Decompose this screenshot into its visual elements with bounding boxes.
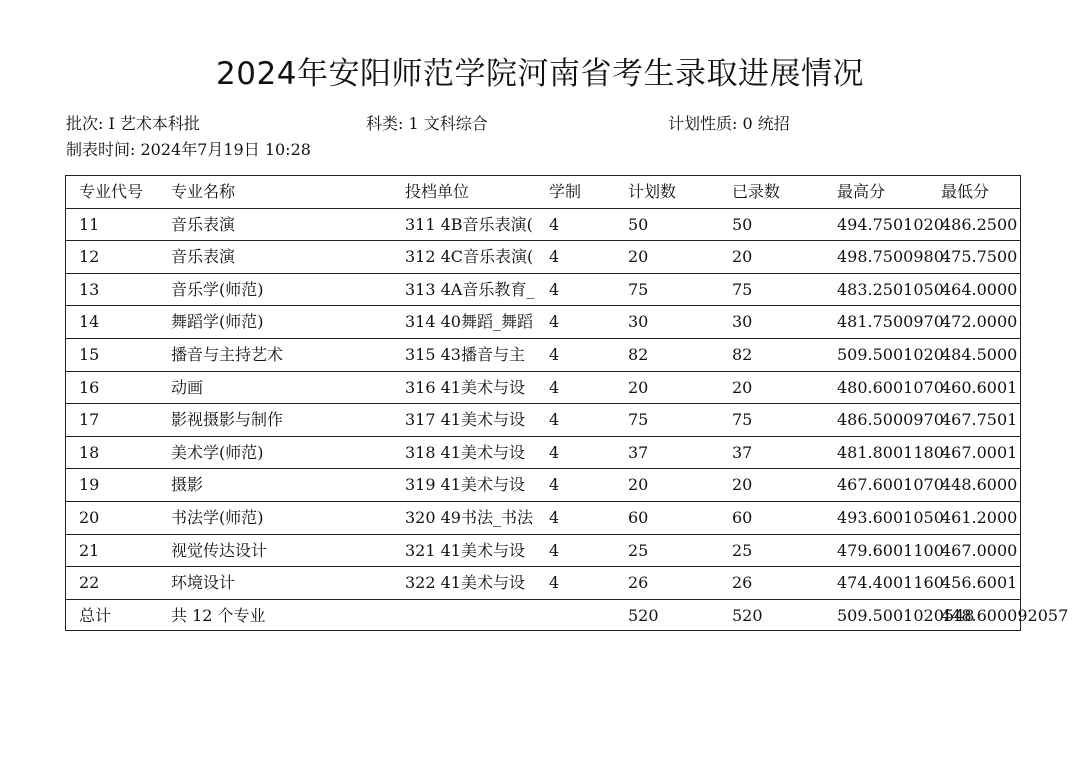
table-cell: 82 — [732, 345, 753, 364]
table-cell: 音乐表演 — [171, 247, 236, 267]
table-cell: 318 41美术与设 — [405, 442, 525, 462]
table-cell: 20 — [628, 247, 649, 267]
table-cell: 22 — [79, 573, 100, 593]
table-cell: 317 41美术与设 — [405, 410, 525, 430]
table-cell: 30 — [732, 312, 753, 332]
table-cell: 493.6001050 — [837, 508, 944, 527]
table-cell: 30 — [628, 312, 649, 332]
table-cell: 464.0000 — [941, 279, 1018, 299]
table-cell: 16 — [79, 377, 100, 397]
table-cell: 475.7500 — [941, 247, 1018, 267]
table-cell: 环境设计 — [171, 573, 236, 593]
table-header — [66, 176, 1020, 209]
column-header: 学制 — [549, 182, 582, 201]
table-row — [66, 437, 1020, 470]
table-cell: 20 — [628, 377, 649, 397]
table-cell: 509.5001020 — [837, 345, 944, 364]
table-cell: 480.6001070 — [837, 377, 944, 397]
table-cell: 4 — [549, 442, 560, 462]
table-cell: 4 — [549, 540, 560, 560]
table-cell: 460.6001 — [941, 377, 1018, 397]
table-cell: 视觉传达设计 — [171, 540, 268, 560]
table-cell: 509.5001020548 — [837, 605, 975, 625]
table-cell: 311 4B音乐表演( — [405, 214, 533, 234]
table-cell — [405, 600, 547, 632]
table-cell: 共 12 个专业 — [171, 605, 266, 625]
table-cell: 18 — [79, 442, 100, 462]
table-cell: 82 — [628, 345, 649, 364]
table-cell: 25 — [628, 540, 649, 560]
column-header: 最高分 — [837, 182, 886, 201]
table-cell: 60 — [628, 508, 649, 527]
table-cell: 25 — [732, 540, 753, 560]
table-cell: 322 41美术与设 — [405, 573, 525, 593]
table-cell: 75 — [732, 410, 753, 430]
table-cell: 75 — [628, 410, 649, 430]
table-cell: 472.0000 — [941, 312, 1018, 332]
table-cell: 481.8001180 — [837, 442, 944, 462]
table-cell: 60 — [732, 508, 753, 527]
table-cell: 481.7500970 — [837, 312, 944, 332]
table-cell: 13 — [79, 279, 100, 299]
table-cell: 486.2500 — [941, 214, 1018, 234]
table-cell: 448.6000 — [941, 475, 1018, 495]
table-cell: 21 — [79, 540, 100, 560]
table-cell: 467.0001 — [941, 442, 1018, 462]
table-time-label: 制表时间: 2024年7月19日 10:28 — [66, 140, 311, 159]
table-cell: 美术学(师范) — [171, 442, 264, 462]
table-cell: 4 — [549, 377, 560, 397]
table-cell: 467.6001070 — [837, 475, 944, 495]
table-row — [66, 469, 1020, 502]
table-cell: 484.5000 — [941, 345, 1018, 364]
table-cell: 498.7500980 — [837, 247, 944, 267]
table-cell: 37 — [628, 442, 649, 462]
table-cell: 总计 — [79, 605, 112, 625]
table-cell: 20 — [628, 475, 649, 495]
table-cell: 520 — [628, 605, 659, 625]
table-cell: 4 — [549, 345, 560, 364]
table-cell: 313 4A音乐教育_ — [405, 279, 535, 299]
table-cell: 75 — [628, 279, 649, 299]
subject-label: 科类: 1 文科综合 — [366, 114, 488, 133]
table-row — [66, 209, 1020, 242]
table-cell: 520 — [732, 605, 763, 625]
table-cell: 320 49书法_书法 — [405, 508, 533, 527]
table-cell: 书法学(师范) — [171, 508, 264, 527]
table-cell: 4 — [549, 573, 560, 593]
table-cell: 37 — [732, 442, 753, 462]
table-cell: 479.6001100 — [837, 540, 944, 560]
table-cell: 312 4C音乐表演( — [405, 247, 534, 267]
table-cell: 17 — [79, 410, 100, 430]
table-cell: 19 — [79, 475, 100, 495]
table-row — [66, 241, 1020, 274]
batch-label: 批次: I 艺术本科批 — [66, 114, 200, 133]
table-cell: 474.4001160 — [837, 573, 944, 593]
table-cell: 4 — [549, 279, 560, 299]
table-cell: 50 — [732, 214, 753, 234]
column-header: 最低分 — [941, 182, 990, 201]
table-row — [66, 274, 1020, 307]
table-cell: 音乐表演 — [171, 214, 236, 234]
table-cell: 467.0000 — [941, 540, 1018, 560]
table-row — [66, 372, 1020, 405]
column-header: 专业名称 — [171, 182, 236, 201]
table-cell: 播音与主持艺术 — [171, 345, 284, 364]
column-header: 投档单位 — [405, 182, 470, 201]
table-cell: 319 41美术与设 — [405, 475, 525, 495]
table-cell: 4 — [549, 475, 560, 495]
table-row — [66, 339, 1020, 372]
table-cell: 483.2501050 — [837, 279, 944, 299]
page-title: 2024年安阳师范学院河南省考生录取进展情况 — [216, 56, 864, 92]
table-cell: 4 — [549, 410, 560, 430]
table-cell: 4 — [549, 247, 560, 267]
table-cell: 摄影 — [171, 475, 204, 495]
table-cell: 20 — [79, 508, 100, 527]
table-total-row — [66, 600, 1069, 633]
table-cell: 舞蹈学(师范) — [171, 312, 264, 332]
table-cell: 50 — [628, 214, 649, 234]
column-header: 专业代号 — [79, 182, 144, 201]
table-cell: 动画 — [171, 377, 204, 397]
table-cell: 314 40舞蹈_舞蹈 — [405, 312, 533, 332]
table-row — [66, 567, 1020, 600]
table-cell: 11 — [79, 214, 100, 234]
table-cell: 316 41美术与设 — [405, 377, 525, 397]
table-cell: 12 — [79, 247, 100, 267]
table-cell: 75 — [732, 279, 753, 299]
table-cell: 467.7501 — [941, 410, 1018, 430]
table-cell: 20 — [732, 475, 753, 495]
table-cell: 15 — [79, 345, 100, 364]
column-header: 计划数 — [628, 182, 677, 201]
table-cell: 影视摄影与制作 — [171, 410, 284, 430]
table-cell: 315 43播音与主 — [405, 345, 525, 364]
table-cell: 494.7501020 — [837, 214, 944, 234]
table-cell: 461.2000 — [941, 508, 1018, 527]
plan-type-label: 计划性质: 0 统招 — [668, 114, 790, 133]
table-cell: 20 — [732, 247, 753, 267]
table-cell: 321 41美术与设 — [405, 540, 525, 560]
table-cell: 26 — [628, 573, 649, 593]
table-cell: 14 — [79, 312, 100, 332]
column-header: 已录数 — [732, 182, 781, 201]
table-row — [66, 535, 1020, 568]
table-row — [66, 306, 1020, 339]
table-cell: 音乐学(师范) — [171, 279, 264, 299]
table-cell: 486.5000970 — [837, 410, 944, 430]
table-cell: 4 — [549, 508, 560, 527]
table-cell: 4 — [549, 214, 560, 234]
table-cell: 20 — [732, 377, 753, 397]
table-cell: 26 — [732, 573, 753, 593]
table-cell: 4 — [549, 312, 560, 332]
table-row — [66, 502, 1020, 535]
table-cell: 448.600092057 — [941, 605, 1069, 625]
table-cell: 456.6001 — [941, 573, 1018, 593]
admission-table — [65, 175, 1069, 631]
table-row — [66, 404, 1020, 437]
